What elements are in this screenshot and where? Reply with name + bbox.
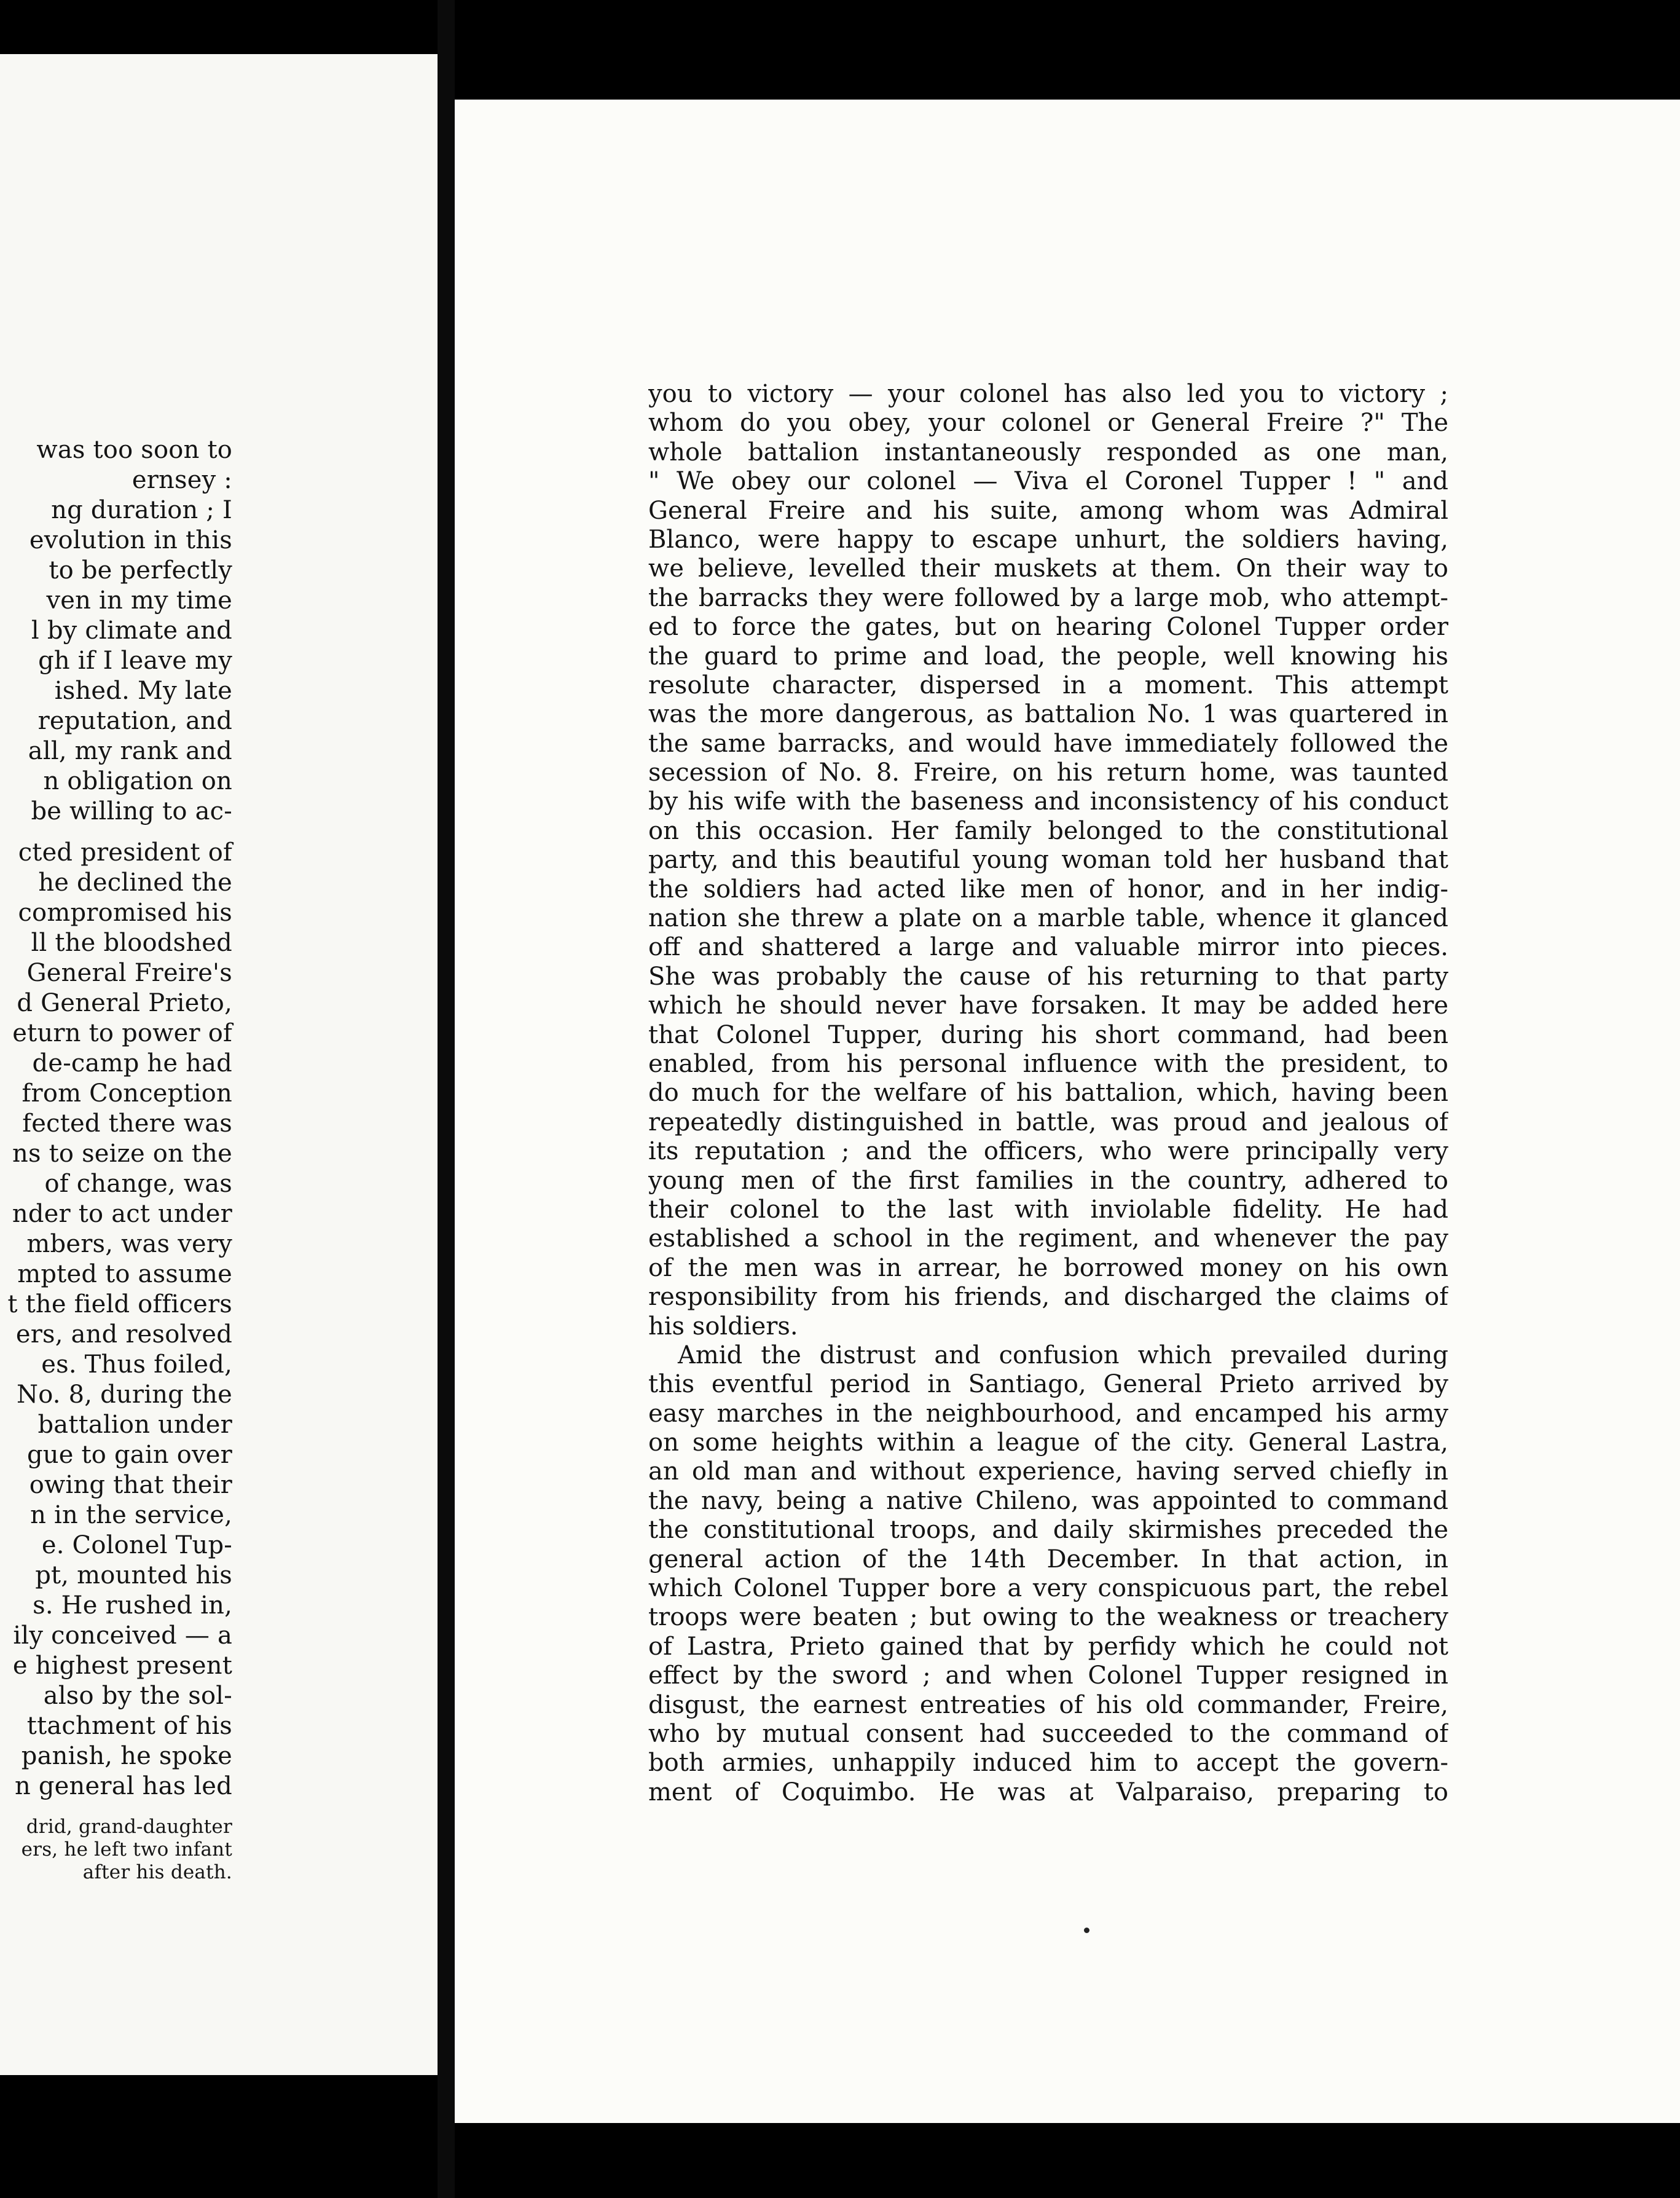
left-page-line: e highest present — [12, 1652, 232, 1680]
body-line: of the men was in arrear, he borrowed money on his own — [648, 1253, 1448, 1282]
ink-dot — [1084, 1928, 1089, 1933]
left-page-line: de-camp he had — [32, 1049, 232, 1077]
left-page-line: also by the sol- — [43, 1682, 232, 1710]
left-page-line: eturn to power of — [12, 1019, 232, 1047]
body-line: that Colonel Tupper, during his short command, had been — [648, 1020, 1448, 1049]
left-page-line: mbers, was very — [26, 1230, 232, 1258]
left-page-line: gue to gain over — [26, 1441, 232, 1469]
footnote-line: after his death. — [82, 1861, 232, 1883]
left-page-line: s. He rushed in, — [33, 1591, 232, 1620]
body-line: which Colonel Tupper bore a very conspicuous part, the rebel — [648, 1574, 1448, 1603]
left-page-line: cted president of — [18, 838, 232, 867]
left-page-line: nder to act under — [12, 1200, 232, 1228]
body-line: the same barracks, and would have immediately followed the — [648, 729, 1448, 758]
body-line: on some heights within a league of the city. General Lastra, — [648, 1428, 1448, 1457]
left-page-line: ll the bloodshed — [31, 929, 232, 957]
body-line: Amid the distrust and confusion which prevailed during — [678, 1341, 1448, 1369]
body-line: general action of the 14th December. In that action, in — [648, 1545, 1448, 1574]
body-line: easy marches in the neighbourhood, and encamped his army — [648, 1399, 1448, 1428]
left-page-line: to be perfectly — [49, 556, 232, 585]
left-page-line: fected there was — [22, 1109, 232, 1138]
body-line: we believe, levelled their muskets at them. On their way to — [648, 554, 1448, 583]
body-line: She was probably the cause of his returning to that party — [648, 962, 1448, 991]
body-line: " We obey our colonel — Viva el Coronel Tupper ! " and — [648, 467, 1448, 496]
body-line: whole battalion instantaneously responded as one man, — [648, 438, 1448, 467]
left-page-line: es. Thus foiled, — [41, 1350, 232, 1379]
footnote-line: drid, grand-daughter — [26, 1816, 232, 1838]
left-page-line: be willing to ac- — [31, 797, 232, 825]
body-line: the soldiers had acted like men of honor, and in her indig- — [648, 875, 1448, 904]
body-line: off and shattered a large and valuable mirror into pieces. — [648, 933, 1448, 962]
body-line: whom do you obey, your colonel or General Freire ?" The — [648, 409, 1448, 438]
body-line: ed to force the gates, but on hearing Colonel Tupper order — [648, 613, 1448, 642]
body-line: Blanco, were happy to escape unhurt, the soldiers having, — [648, 525, 1448, 554]
left-page-footnote — [22, 1816, 232, 1884]
body-line: do much for the welfare of his battalion, which, having been — [648, 1079, 1448, 1108]
body-line: secession of No. 8. Freire, on his return home, was taunted — [648, 758, 1448, 787]
left-page-line: ers, and resolved — [15, 1320, 232, 1349]
body-line: an old man and without experience, having served chiefly in — [648, 1457, 1448, 1486]
body-line: repeatedly distinguished in battle, was proud and jealous of — [648, 1108, 1448, 1136]
left-page-line: ng duration ; I — [51, 496, 232, 524]
left-page-line: from Conception — [22, 1079, 232, 1108]
body-line: party, and this beautiful young woman told her husband that — [648, 846, 1448, 875]
body-line: their colonel to the last with inviolable fidelity. He had — [648, 1195, 1448, 1224]
body-line: General Freire and his suite, among whom was Admiral — [648, 496, 1448, 525]
left-page-line: t the field officers — [7, 1290, 232, 1318]
left-page-line: he declined the — [38, 869, 232, 897]
body-line: young men of the first families in the country, adhered to — [648, 1166, 1448, 1195]
body-line: by his wife with the baseness and inconsistency of his conduct — [648, 787, 1448, 816]
body-line: you to victory — your colonel has also led you to victory ; — [648, 380, 1448, 408]
left-page — [0, 54, 438, 2075]
left-page-line: d General Prieto, — [17, 989, 232, 1017]
body-line: which he should never have forsaken. It may be added here — [648, 991, 1448, 1020]
left-page-line: evolution in this — [29, 526, 232, 554]
left-page-line: n obligation on — [43, 767, 232, 795]
left-page-line: n general has led — [15, 1772, 232, 1800]
left-page-line: ven in my time — [46, 586, 232, 615]
left-page-line: ily conceived — a — [13, 1621, 232, 1650]
body-line: resolute character, dispersed in a moment. This attempt — [648, 671, 1448, 699]
left-page-line: mpted to assume — [17, 1260, 232, 1288]
left-page-line: e. Colonel Tup- — [41, 1531, 232, 1559]
left-page-line — [7, 827, 232, 838]
body-line: enabled, from his personal influence with the president, to — [648, 1049, 1448, 1078]
body-line: disgust, the earnest entreaties of his old commander, Freire, — [648, 1690, 1448, 1719]
left-page-line: panish, he spoke — [21, 1742, 232, 1770]
book-gutter — [438, 0, 455, 2198]
footnote-line: ers, he left two infant — [21, 1838, 232, 1861]
body-line: effect by the sword ; and when Colonel Tupper resigned in — [648, 1661, 1448, 1690]
left-page-line: owing that their — [29, 1471, 232, 1499]
left-page-line: battalion under — [37, 1411, 232, 1439]
left-page-line: of change, was — [44, 1170, 232, 1198]
left-page-line: ttachment of his — [26, 1712, 232, 1740]
left-page-line: all, my rank and — [28, 737, 232, 765]
body-line: troops were beaten ; but owing to the weakness or treachery — [648, 1603, 1448, 1632]
body-line: the navy, being a native Chileno, was appointed to command — [648, 1486, 1448, 1515]
right-page-body-text — [648, 380, 1448, 1807]
left-page-line: ished. My late — [54, 677, 232, 705]
body-line: was the more dangerous, as battalion No. 1 was quartered in — [648, 700, 1448, 729]
left-page-line: compromised his — [18, 899, 232, 927]
body-line: its reputation ; and the officers, who were principally very — [648, 1137, 1448, 1166]
body-line: on this occasion. Her family belonged to the constitutional — [648, 816, 1448, 845]
left-page-line: reputation, and — [37, 707, 232, 735]
body-line: this eventful period in Santiago, General Prieto arrived by — [648, 1370, 1448, 1399]
left-page-line: ns to seize on the — [12, 1140, 232, 1168]
left-page-line: l by climate and — [31, 616, 232, 645]
body-line: the barracks they were followed by a large mob, who attempt- — [648, 583, 1448, 612]
body-line: the guard to prime and load, the people, well knowing his — [648, 642, 1448, 671]
left-page-line: gh if I leave my — [38, 647, 232, 675]
body-line: who by mutual consent had succeeded to the command of — [648, 1719, 1448, 1748]
body-line: nation she threw a plate on a marble table, whence it glanced — [648, 904, 1448, 933]
body-line: ment of Coquimbo. He was at Valparaiso, preparing to — [648, 1778, 1448, 1806]
left-page-line: was too soon to — [36, 436, 232, 464]
left-page-line: n in the service, — [30, 1501, 232, 1529]
body-line: the constitutional troops, and daily skirmishes preceded the — [648, 1516, 1448, 1545]
body-line: responsibility from his friends, and discharged the claims of — [648, 1283, 1448, 1312]
left-page-line: pt, mounted his — [35, 1561, 232, 1589]
left-page-text — [7, 435, 232, 1802]
left-page-line: No. 8, during the — [17, 1381, 232, 1409]
body-line: both armies, unhappily induced him to accept the govern- — [648, 1749, 1448, 1778]
body-line: of Lastra, Prieto gained that by perfidy which he could not — [648, 1632, 1448, 1661]
body-line: his soldiers. — [648, 1312, 798, 1341]
left-page-line: General Freire's — [26, 959, 232, 987]
left-page-line: ernsey : — [131, 466, 232, 494]
body-line: established a school in the regiment, and whenever the pay — [648, 1224, 1448, 1253]
